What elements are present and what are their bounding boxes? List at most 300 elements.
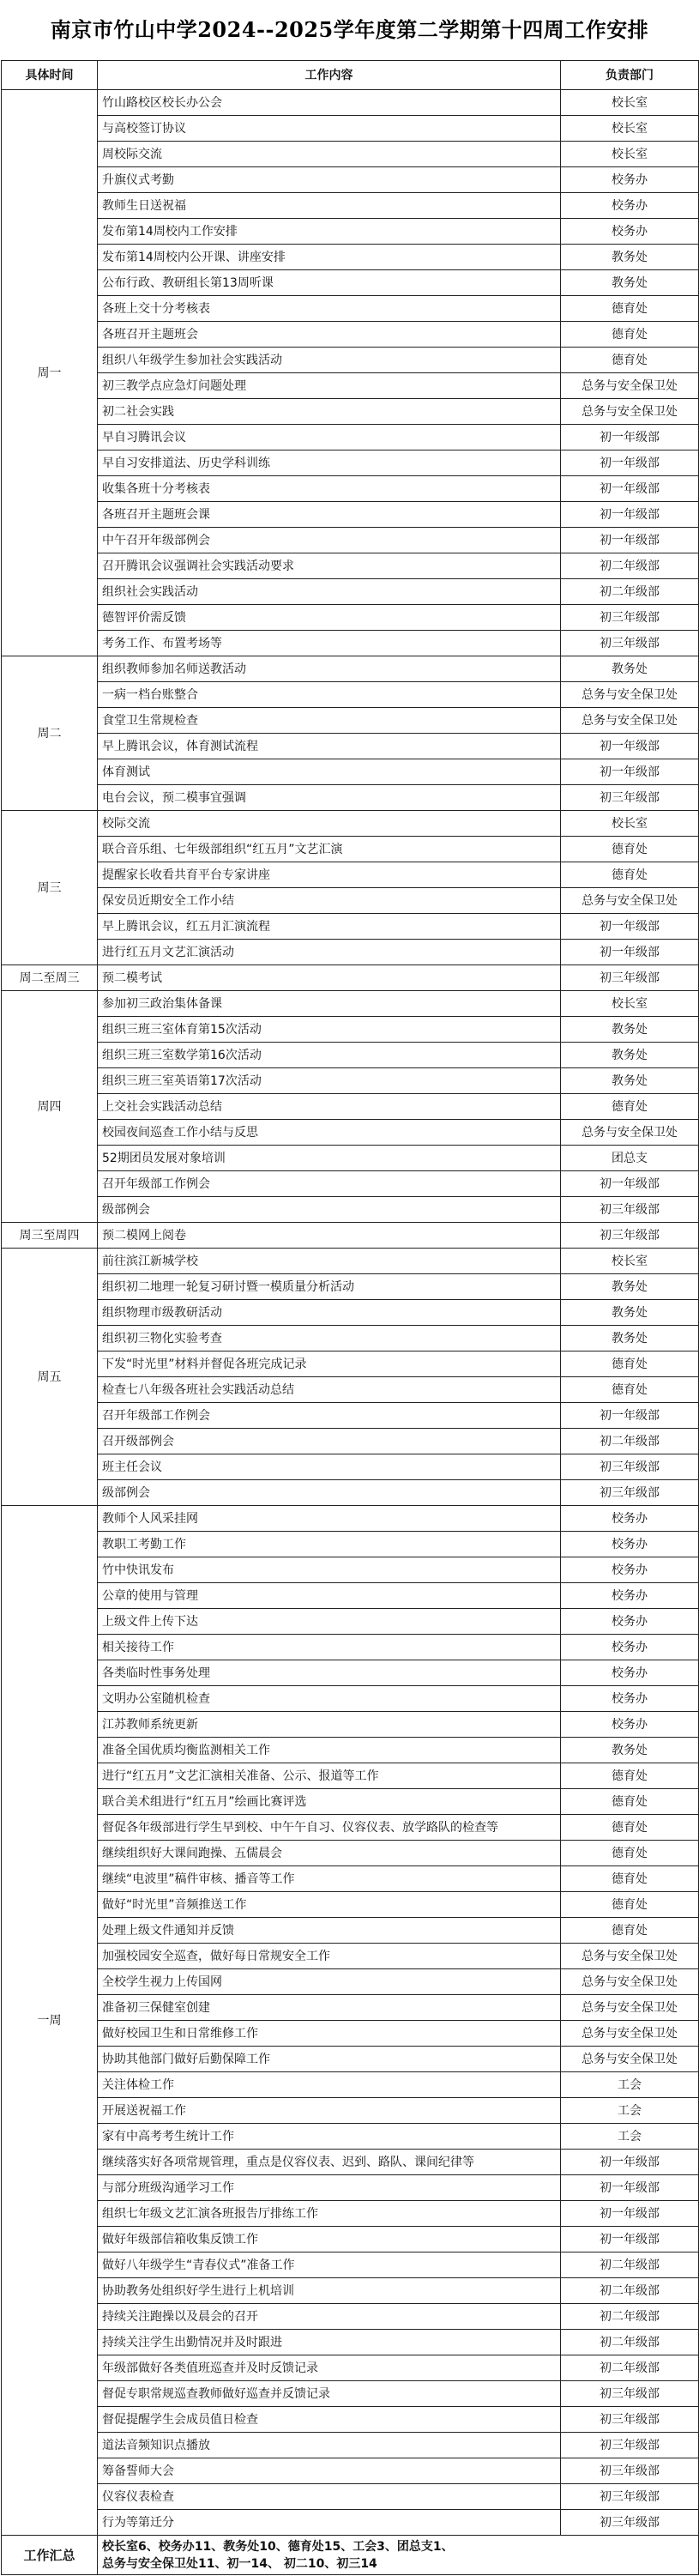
table-row xyxy=(2,1789,699,1815)
content-cell: 组织物理市级教研活动 xyxy=(98,1300,561,1326)
content-cell: 仪容仪表检查 xyxy=(98,2484,561,2510)
dept-cell: 初一年级部 xyxy=(561,1403,699,1429)
summary-line-2: 总务与安全保卫处11、初一14、 初二10、初三14 xyxy=(102,2556,377,2571)
dept-cell: 德育处 xyxy=(561,1815,699,1841)
dept-cell: 初三年级部 xyxy=(561,2381,699,2407)
summary-text xyxy=(98,2536,699,2575)
dept-cell: 初二年级部 xyxy=(561,2330,699,2355)
content-cell: 提醒家长收看共育平台专家讲座 xyxy=(98,862,561,888)
table-row xyxy=(2,1249,699,1274)
table-row xyxy=(2,553,699,579)
table-row xyxy=(2,167,699,193)
content-cell: 协助教务处组织好学生进行上机培训 xyxy=(98,2278,561,2304)
table-row xyxy=(2,1429,699,1454)
table-row xyxy=(2,2252,699,2278)
content-cell: 教师生日送祝福 xyxy=(98,193,561,219)
dept-cell: 总务与安全保卫处 xyxy=(561,888,699,914)
table-row xyxy=(2,1635,699,1660)
content-cell: 竹山路校区校长办公会 xyxy=(98,90,561,116)
dept-cell: 初一年级部 xyxy=(561,1171,699,1197)
dept-cell: 总务与安全保卫处 xyxy=(561,682,699,708)
header-time: 具体时间 xyxy=(2,61,98,90)
table-row xyxy=(2,2381,699,2407)
table-row xyxy=(2,682,699,708)
table-row xyxy=(2,116,699,142)
dept-cell: 校务办 xyxy=(561,193,699,219)
table-row xyxy=(2,656,699,682)
table-row xyxy=(2,2330,699,2355)
table-row xyxy=(2,1892,699,1918)
dept-cell: 校务办 xyxy=(561,1660,699,1686)
content-cell: 道法音频知识点播放 xyxy=(98,2433,561,2458)
content-cell: 早自习腾讯会议 xyxy=(98,425,561,450)
content-cell: 筹备誓师大会 xyxy=(98,2458,561,2484)
content-cell: 继续组织好大课间跑操、五儒晨会 xyxy=(98,1841,561,1866)
table-row xyxy=(2,708,699,734)
content-cell: 初三教学点应急灯问题处理 xyxy=(98,373,561,399)
content-cell: 协助其他部门做好后勤保障工作 xyxy=(98,2047,561,2072)
table-row xyxy=(2,1738,699,1763)
table-row xyxy=(2,1944,699,1969)
content-cell: 竹中快讯发布 xyxy=(98,1557,561,1583)
table-row xyxy=(2,2124,699,2150)
content-cell: 中午召开年级部例会 xyxy=(98,528,561,553)
dept-cell: 校务办 xyxy=(561,167,699,193)
dept-cell: 初一年级部 xyxy=(561,940,699,965)
dept-cell: 德育处 xyxy=(561,1094,699,1120)
dept-cell: 校长室 xyxy=(561,811,699,837)
table-row xyxy=(2,1995,699,2021)
summary-row xyxy=(2,2536,699,2575)
dept-cell: 校务办 xyxy=(561,1557,699,1583)
table-row xyxy=(2,2201,699,2227)
content-cell: 级部例会 xyxy=(98,1480,561,1506)
dept-cell: 工会 xyxy=(561,2072,699,2098)
content-cell: 参加初三政治集体备课 xyxy=(98,991,561,1017)
table-row xyxy=(2,245,699,270)
content-cell: 组织初三物化实验考查 xyxy=(98,1326,561,1351)
content-cell: 相关接待工作 xyxy=(98,1635,561,1660)
content-cell: 家有中高考考生统计工作 xyxy=(98,2124,561,2150)
content-cell: 督促专职常规巡查教师做好巡查并反馈记录 xyxy=(98,2381,561,2407)
table-row xyxy=(2,785,699,811)
table-row xyxy=(2,528,699,553)
dept-cell: 教务处 xyxy=(561,1043,699,1068)
table-row xyxy=(2,1274,699,1300)
dept-cell: 初二年级部 xyxy=(561,579,699,605)
dept-cell: 德育处 xyxy=(561,1841,699,1866)
dept-cell: 初二年级部 xyxy=(561,1429,699,1454)
table-row xyxy=(2,862,699,888)
page-title: 南京市竹山中学2024--2025学年度第二学期第十四周工作安排 xyxy=(50,17,649,42)
table-row xyxy=(2,1043,699,1068)
content-cell: 持续关注学生出勤情况并及时跟进 xyxy=(98,2330,561,2355)
dept-cell: 德育处 xyxy=(561,296,699,322)
time-cell: 周二 xyxy=(2,656,98,811)
content-cell: 与高校签订协议 xyxy=(98,116,561,142)
content-cell: 组织教师参加名师送教活动 xyxy=(98,656,561,682)
dept-cell: 初一年级部 xyxy=(561,528,699,553)
content-cell: 各班上交十分考核表 xyxy=(98,296,561,322)
dept-cell: 校务办 xyxy=(561,1712,699,1738)
content-cell: 组织三班三室英语第17次活动 xyxy=(98,1068,561,1094)
time-cell: 周二至周三 xyxy=(2,965,98,991)
table-row xyxy=(2,811,699,837)
dept-cell: 校务办 xyxy=(561,1686,699,1712)
dept-cell: 初二年级部 xyxy=(561,2304,699,2330)
content-cell: 关注体检工作 xyxy=(98,2072,561,2098)
content-cell: 校际交流 xyxy=(98,811,561,837)
content-cell: 上交社会实践活动总结 xyxy=(98,1094,561,1120)
content-cell: 召开级部例会 xyxy=(98,1429,561,1454)
table-row xyxy=(2,2072,699,2098)
dept-cell: 初三年级部 xyxy=(561,1197,699,1223)
schedule-table xyxy=(1,60,699,2575)
content-cell: 做好八年级学生“青春仪式”准备工作 xyxy=(98,2252,561,2278)
table-row xyxy=(2,1480,699,1506)
dept-cell: 德育处 xyxy=(561,862,699,888)
content-cell: 下发“时光里”材料并督促各班完成记录 xyxy=(98,1351,561,1377)
content-cell: 保安员近期安全工作小结 xyxy=(98,888,561,914)
content-cell: 上级文件上传下达 xyxy=(98,1609,561,1635)
time-cell: 周三至周四 xyxy=(2,1223,98,1249)
table-row xyxy=(2,914,699,940)
dept-cell: 校务办 xyxy=(561,1635,699,1660)
table-row xyxy=(2,373,699,399)
dept-cell: 德育处 xyxy=(561,1351,699,1377)
table-row xyxy=(2,1969,699,1995)
dept-cell: 初三年级部 xyxy=(561,605,699,631)
content-cell: 教职工考勤工作 xyxy=(98,1532,561,1557)
content-cell: 督促各年级部进行学生早到校、中午午自习、仪容仪表、放学路队的检查等 xyxy=(98,1815,561,1841)
table-row xyxy=(2,1068,699,1094)
content-cell: 全校学生视力上传国网 xyxy=(98,1969,561,1995)
content-cell: 进行红五月文艺汇演活动 xyxy=(98,940,561,965)
dept-cell: 初一年级部 xyxy=(561,914,699,940)
dept-cell: 初三年级部 xyxy=(561,965,699,991)
dept-cell: 德育处 xyxy=(561,1377,699,1403)
dept-cell: 校务办 xyxy=(561,1506,699,1532)
table-row xyxy=(2,348,699,373)
dept-cell: 总务与安全保卫处 xyxy=(561,373,699,399)
table-row xyxy=(2,1197,699,1223)
content-cell: 组织七年级文艺汇演各班报告厅排练工作 xyxy=(98,2201,561,2227)
dept-cell: 教务处 xyxy=(561,1300,699,1326)
content-cell: 公布行政、教研组长第13周听课 xyxy=(98,270,561,296)
table-row xyxy=(2,1609,699,1635)
table-row xyxy=(2,142,699,167)
content-cell: 周校际交流 xyxy=(98,142,561,167)
content-cell: 做好校园卫生和日常维修工作 xyxy=(98,2021,561,2047)
content-cell: 处理上级文件通知并反馈 xyxy=(98,1918,561,1944)
content-cell: 开展送祝福工作 xyxy=(98,2098,561,2124)
dept-cell: 初一年级部 xyxy=(561,734,699,759)
table-row xyxy=(2,2433,699,2458)
table-row xyxy=(2,1351,699,1377)
content-cell: 持续关注跑操以及晨会的召开 xyxy=(98,2304,561,2330)
dept-cell: 德育处 xyxy=(561,837,699,862)
table-header-row xyxy=(2,61,699,90)
dept-cell: 教务处 xyxy=(561,1068,699,1094)
content-cell: 做好“时光里”音频推送工作 xyxy=(98,1892,561,1918)
content-cell: 江苏教师系统更新 xyxy=(98,1712,561,1738)
table-row xyxy=(2,1506,699,1532)
content-cell: 年级部做好各类值班巡查并及时反馈记录 xyxy=(98,2355,561,2381)
summary-label: 工作汇总 xyxy=(2,2536,98,2575)
dept-cell: 教务处 xyxy=(561,245,699,270)
content-cell: 前往滨江新城学校 xyxy=(98,1249,561,1274)
dept-cell: 校长室 xyxy=(561,90,699,116)
time-cell: 一周 xyxy=(2,1506,98,2536)
dept-cell: 总务与安全保卫处 xyxy=(561,2021,699,2047)
dept-cell: 校长室 xyxy=(561,142,699,167)
time-cell: 周五 xyxy=(2,1249,98,1506)
dept-cell: 工会 xyxy=(561,2124,699,2150)
content-cell: 级部例会 xyxy=(98,1197,561,1223)
dept-cell: 工会 xyxy=(561,2098,699,2124)
content-cell: 考务工作、布置考场等 xyxy=(98,631,561,656)
content-cell: 组织三班三室数学第16次活动 xyxy=(98,1043,561,1068)
content-cell: 继续“电波里”稿件审核、播音等工作 xyxy=(98,1866,561,1892)
dept-cell: 德育处 xyxy=(561,1866,699,1892)
dept-cell: 初一年级部 xyxy=(561,759,699,785)
table-row xyxy=(2,1223,699,1249)
dept-cell: 初一年级部 xyxy=(561,502,699,528)
header-dept: 负责部门 xyxy=(561,61,699,90)
content-cell: 与部分班级沟通学习工作 xyxy=(98,2175,561,2201)
content-cell: 各班召开主题班会课 xyxy=(98,502,561,528)
dept-cell: 初三年级部 xyxy=(561,2458,699,2484)
table-row xyxy=(2,1094,699,1120)
table-row xyxy=(2,399,699,425)
content-cell: 准备初三保健室创建 xyxy=(98,1995,561,2021)
dept-cell: 总务与安全保卫处 xyxy=(561,1969,699,1995)
dept-cell: 总务与安全保卫处 xyxy=(561,708,699,734)
table-row xyxy=(2,2021,699,2047)
table-row xyxy=(2,1918,699,1944)
table-row xyxy=(2,1686,699,1712)
content-cell: 加强校园安全巡查，做好每日常规安全工作 xyxy=(98,1944,561,1969)
table-row xyxy=(2,1120,699,1146)
content-cell: 食堂卫生常规检查 xyxy=(98,708,561,734)
dept-cell: 初一年级部 xyxy=(561,425,699,450)
time-cell: 周三 xyxy=(2,811,98,965)
table-row xyxy=(2,1815,699,1841)
table-row xyxy=(2,193,699,219)
dept-cell: 初一年级部 xyxy=(561,2201,699,2227)
dept-cell: 校长室 xyxy=(561,116,699,142)
table-row xyxy=(2,1712,699,1738)
content-cell: 准备全国优质均衡监测相关工作 xyxy=(98,1738,561,1763)
content-cell: 早上腾讯会议，体育测试流程 xyxy=(98,734,561,759)
table-row xyxy=(2,1532,699,1557)
content-cell: 组织三班三室体育第15次活动 xyxy=(98,1017,561,1043)
table-row xyxy=(2,1377,699,1403)
dept-cell: 初三年级部 xyxy=(561,785,699,811)
content-cell: 继续落实好各项常规管理，重点是仪容仪表、迟到、路队、课间纪律等 xyxy=(98,2150,561,2175)
dept-cell: 初二年级部 xyxy=(561,553,699,579)
content-cell: 进行“红五月”文艺汇演相关准备、公示、报道等工作 xyxy=(98,1763,561,1789)
table-row xyxy=(2,502,699,528)
table-row xyxy=(2,2098,699,2124)
content-cell: 公章的使用与管理 xyxy=(98,1583,561,1609)
table-row xyxy=(2,2484,699,2510)
content-cell: 文明办公室随机检查 xyxy=(98,1686,561,1712)
table-row xyxy=(2,1017,699,1043)
dept-cell: 初二年级部 xyxy=(561,2355,699,2381)
content-cell: 组织初二地理一轮复习研讨暨一模质量分析活动 xyxy=(98,1274,561,1300)
content-cell: 组织八年级学生参加社会实践活动 xyxy=(98,348,561,373)
table-row xyxy=(2,940,699,965)
table-row xyxy=(2,734,699,759)
table-row xyxy=(2,605,699,631)
table-row xyxy=(2,450,699,476)
dept-cell: 初一年级部 xyxy=(561,450,699,476)
table-row xyxy=(2,759,699,785)
dept-cell: 教务处 xyxy=(561,1274,699,1300)
dept-cell: 校务办 xyxy=(561,1583,699,1609)
table-row xyxy=(2,296,699,322)
dept-cell: 总务与安全保卫处 xyxy=(561,1944,699,1969)
table-row xyxy=(2,1403,699,1429)
content-cell: 初二社会实践 xyxy=(98,399,561,425)
table-row xyxy=(2,2175,699,2201)
dept-cell: 总务与安全保卫处 xyxy=(561,1120,699,1146)
dept-cell: 初二年级部 xyxy=(561,2278,699,2304)
content-cell: 发布第14周校内公开课、讲座安排 xyxy=(98,245,561,270)
table-row xyxy=(2,2458,699,2484)
content-cell: 联合美术组进行“红五月”绘画比赛评选 xyxy=(98,1789,561,1815)
dept-cell: 初二年级部 xyxy=(561,2252,699,2278)
content-cell: 早自习安排道法、历史学科训练 xyxy=(98,450,561,476)
dept-cell: 教务处 xyxy=(561,1017,699,1043)
dept-cell: 总务与安全保卫处 xyxy=(561,2047,699,2072)
content-cell: 组织社会实践活动 xyxy=(98,579,561,605)
summary-line-1: 校长室6、校务办11、教务处10、德育处15、工会3、团总支1、 xyxy=(102,2539,454,2554)
dept-cell: 初三年级部 xyxy=(561,2407,699,2433)
table-row xyxy=(2,1763,699,1789)
content-cell: 行为等第迁分 xyxy=(98,2510,561,2536)
dept-cell: 校长室 xyxy=(561,1249,699,1274)
content-cell: 各类临时性事务处理 xyxy=(98,1660,561,1686)
dept-cell: 教务处 xyxy=(561,1326,699,1351)
content-cell: 各班召开主题班会 xyxy=(98,322,561,348)
content-cell: 教师个人风采挂网 xyxy=(98,1506,561,1532)
table-row xyxy=(2,2407,699,2433)
content-cell: 升旗仪式考勤 xyxy=(98,167,561,193)
table-row xyxy=(2,1146,699,1171)
table-row xyxy=(2,1866,699,1892)
table-row xyxy=(2,2278,699,2304)
dept-cell: 校务办 xyxy=(561,1609,699,1635)
dept-cell: 初三年级部 xyxy=(561,2510,699,2536)
table-row xyxy=(2,2227,699,2252)
content-cell: 召开年级部工作例会 xyxy=(98,1171,561,1197)
content-cell: 德智评价需反馈 xyxy=(98,605,561,631)
dept-cell: 总务与安全保卫处 xyxy=(561,1995,699,2021)
dept-cell: 初一年级部 xyxy=(561,2150,699,2175)
dept-cell: 总务与安全保卫处 xyxy=(561,399,699,425)
table-row xyxy=(2,90,699,116)
time-cell: 周四 xyxy=(2,991,98,1223)
table-row xyxy=(2,270,699,296)
content-cell: 发布第14周校内工作安排 xyxy=(98,219,561,245)
table-row xyxy=(2,1171,699,1197)
dept-cell: 初三年级部 xyxy=(561,631,699,656)
table-row xyxy=(2,1660,699,1686)
content-cell: 电台会议，预二模事宜强调 xyxy=(98,785,561,811)
dept-cell: 德育处 xyxy=(561,1892,699,1918)
dept-cell: 德育处 xyxy=(561,1918,699,1944)
content-cell: 督促提醒学生会成员值日检查 xyxy=(98,2407,561,2433)
dept-cell: 校长室 xyxy=(561,991,699,1017)
content-cell: 召开腾讯会议强调社会实践活动要求 xyxy=(98,553,561,579)
content-cell: 体育测试 xyxy=(98,759,561,785)
content-cell: 召开年级部工作例会 xyxy=(98,1403,561,1429)
content-cell: 预二模考试 xyxy=(98,965,561,991)
table-row xyxy=(2,2150,699,2175)
table-row xyxy=(2,579,699,605)
table-row xyxy=(2,2510,699,2536)
table-row xyxy=(2,476,699,502)
dept-cell: 初一年级部 xyxy=(561,2175,699,2201)
schedule-body xyxy=(2,90,699,2536)
content-cell: 做好年级部信箱收集反馈工作 xyxy=(98,2227,561,2252)
dept-cell: 初三年级部 xyxy=(561,1454,699,1480)
dept-cell: 初三年级部 xyxy=(561,1480,699,1506)
content-cell: 联合音乐组、七年级部组织“红五月”文艺汇演 xyxy=(98,837,561,862)
dept-cell: 初三年级部 xyxy=(561,2484,699,2510)
dept-cell: 教务处 xyxy=(561,1738,699,1763)
table-row xyxy=(2,2304,699,2330)
content-cell: 检查七八年级各班社会实践活动总结 xyxy=(98,1377,561,1403)
dept-cell: 初一年级部 xyxy=(561,2227,699,2252)
content-cell: 预二模网上阅卷 xyxy=(98,1223,561,1249)
dept-cell: 校务办 xyxy=(561,219,699,245)
dept-cell: 德育处 xyxy=(561,348,699,373)
table-row xyxy=(2,1583,699,1609)
dept-cell: 德育处 xyxy=(561,1763,699,1789)
table-row xyxy=(2,2355,699,2381)
content-cell: 一病一档台账整合 xyxy=(98,682,561,708)
table-row xyxy=(2,2047,699,2072)
dept-cell: 团总支 xyxy=(561,1146,699,1171)
table-row xyxy=(2,1454,699,1480)
table-row xyxy=(2,322,699,348)
table-row xyxy=(2,219,699,245)
time-cell: 周一 xyxy=(2,90,98,656)
table-row xyxy=(2,1326,699,1351)
content-cell: 52期团员发展对象培训 xyxy=(98,1146,561,1171)
table-row xyxy=(2,1841,699,1866)
table-row xyxy=(2,888,699,914)
table-row xyxy=(2,837,699,862)
table-row xyxy=(2,631,699,656)
dept-cell: 初三年级部 xyxy=(561,2433,699,2458)
dept-cell: 教务处 xyxy=(561,656,699,682)
content-cell: 校园夜间巡查工作小结与反思 xyxy=(98,1120,561,1146)
header-content: 工作内容 xyxy=(98,61,561,90)
content-cell: 收集各班十分考核表 xyxy=(98,476,561,502)
table-row xyxy=(2,1300,699,1326)
table-row xyxy=(2,1557,699,1583)
table-row xyxy=(2,991,699,1017)
table-row xyxy=(2,965,699,991)
dept-cell: 教务处 xyxy=(561,270,699,296)
dept-cell: 德育处 xyxy=(561,322,699,348)
dept-cell: 初三年级部 xyxy=(561,1223,699,1249)
content-cell: 早上腾讯会议，红五月汇演流程 xyxy=(98,914,561,940)
